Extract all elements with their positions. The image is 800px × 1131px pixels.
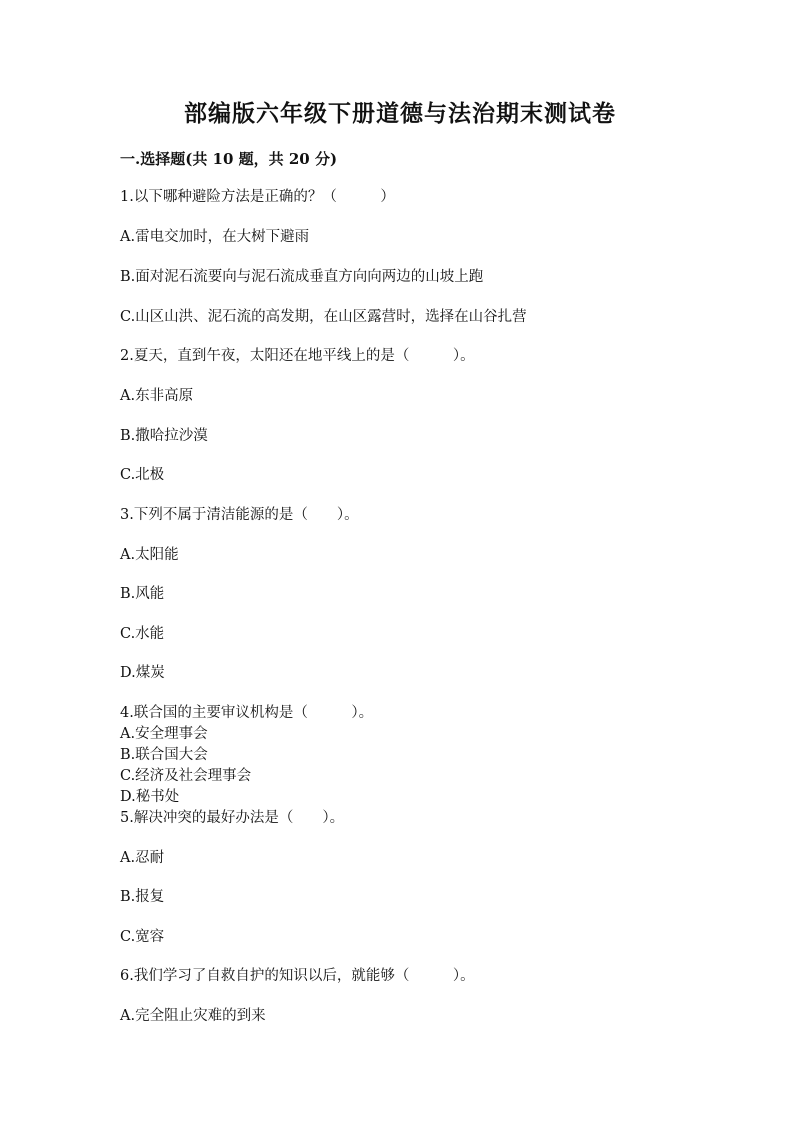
- question-2-option-c: C.北极: [120, 467, 165, 483]
- question-6-stem: 6.我们学习了自救自护的知识以后，就能够（ ）。: [120, 968, 475, 984]
- question-2-option-b: B.撒哈拉沙漠: [120, 428, 208, 444]
- question-3-option-d: D.煤炭: [120, 665, 165, 681]
- question-2-stem: 2.夏天，直到午夜，太阳还在地平线上的是（ ）。: [120, 348, 475, 364]
- question-3-option-a: A.太阳能: [120, 547, 179, 563]
- question-3-option-b: B.风能: [120, 586, 165, 602]
- question-4-option-c: C.经济及社会理事会: [120, 768, 252, 784]
- question-4-stem: 4.联合国的主要审议机构是（ ）。: [120, 705, 374, 721]
- question-1-option-b: B.面对泥石流要向与泥石流成垂直方向向两边的山坡上跑: [120, 269, 484, 285]
- question-4-option-b: B.联合国大会: [120, 747, 208, 763]
- question-1-stem: 1.以下哪种避险方法是正确的？（ ）: [120, 189, 395, 205]
- question-6-option-a: A.完全阻止灾难的到来: [120, 1008, 266, 1024]
- question-5-option-c: C.宽容: [120, 929, 165, 945]
- question-4-option-a: A.安全理事会: [120, 726, 208, 742]
- question-5-stem: 5.解决冲突的最好办法是（ ）。: [120, 810, 345, 826]
- question-3-stem: 3.下列不属于清洁能源的是（ ）。: [120, 507, 359, 523]
- question-5-option-a: A.忍耐: [120, 850, 165, 866]
- question-1-option-c: C.山区山洪、泥石流的高发期，在山区露营时，选择在山谷扎营: [120, 309, 527, 325]
- question-5-option-b: B.报复: [120, 889, 165, 905]
- question-2-option-a: A.东非高原: [120, 388, 194, 404]
- question-1-option-a: A.雷电交加时，在大树下避雨: [120, 229, 310, 245]
- question-3-option-c: C.水能: [120, 626, 165, 642]
- section-heading: 一.选择题(共 10 题，共 20 分): [120, 150, 338, 168]
- page-title: 部编版六年级下册道德与法治期末测试卷: [184, 100, 616, 127]
- question-4-option-d: D.秘书处: [120, 789, 180, 805]
